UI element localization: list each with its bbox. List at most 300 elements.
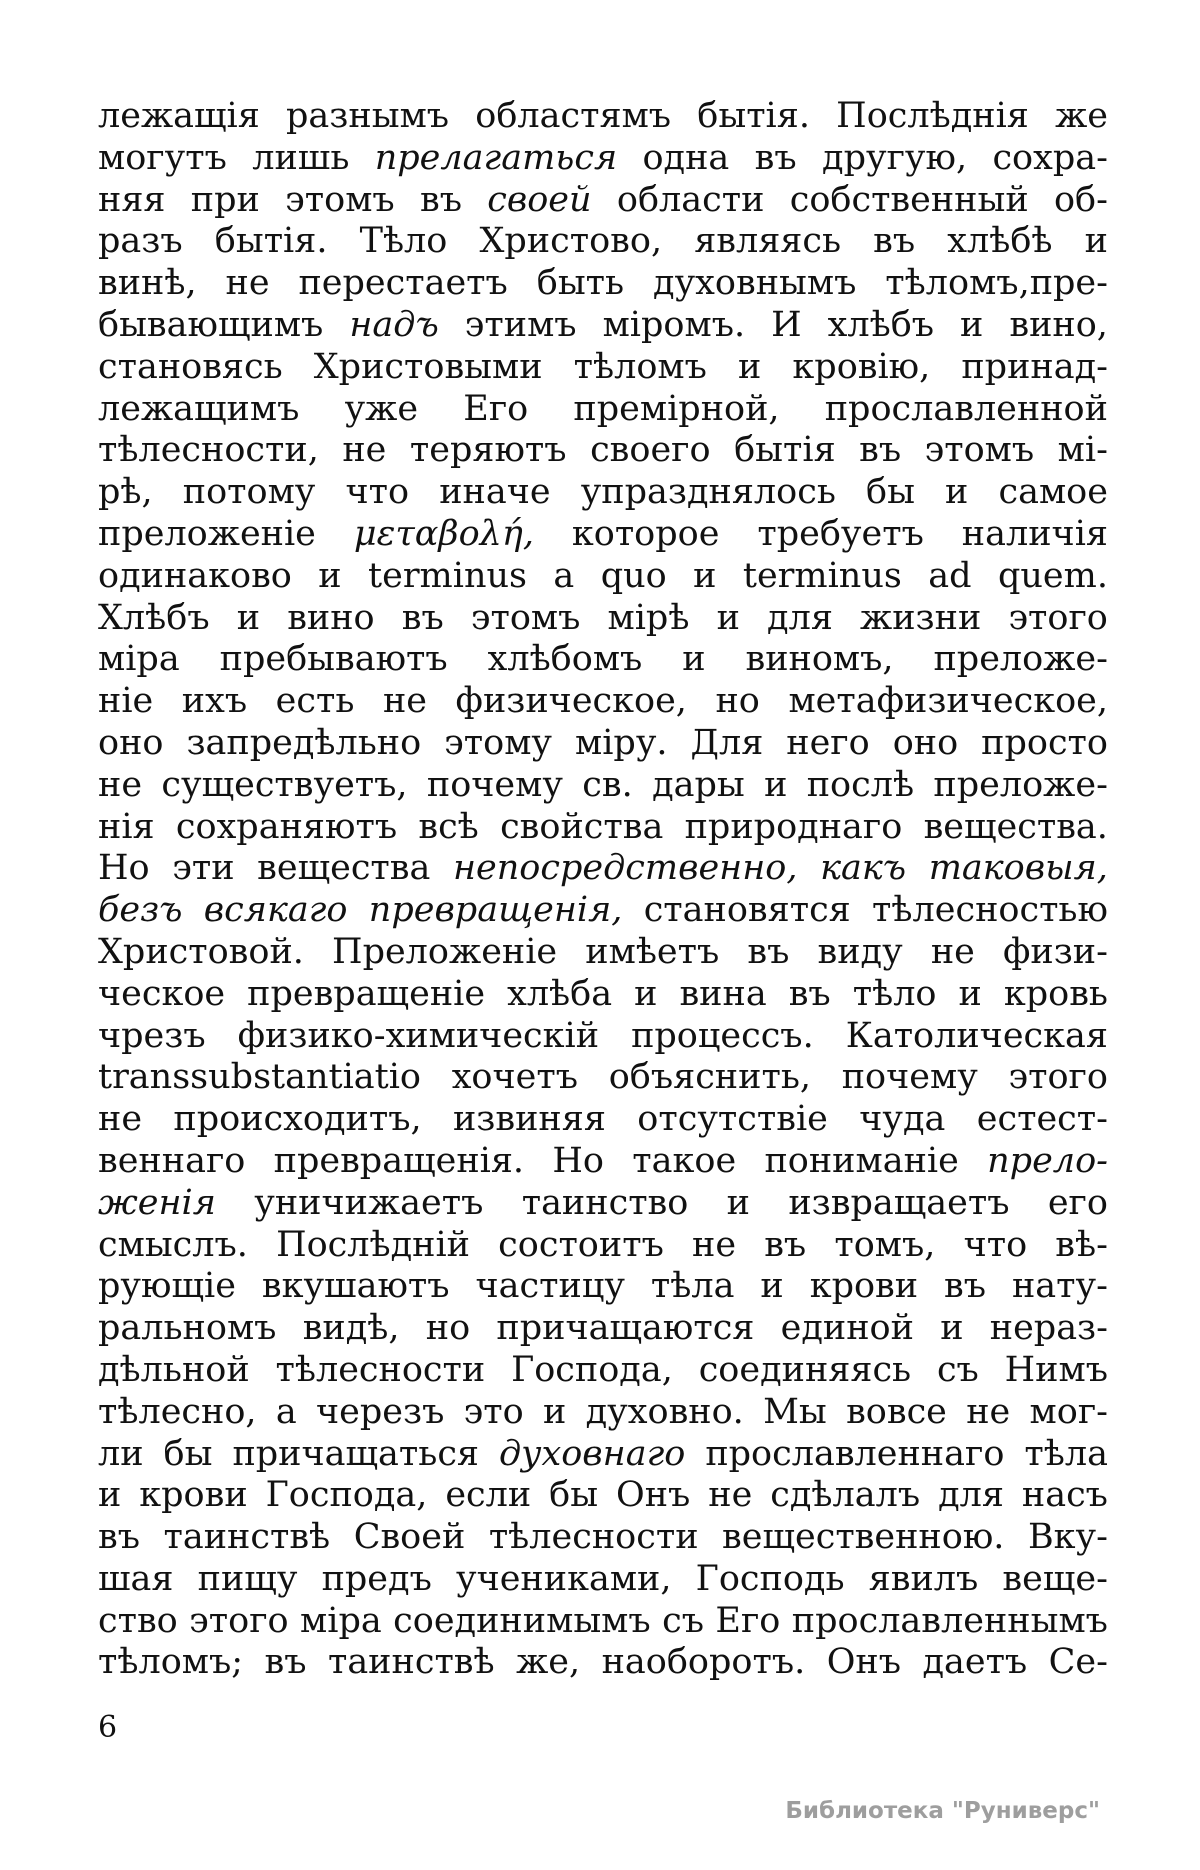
word: бытія. [697, 96, 810, 136]
text-line [98, 681, 1108, 723]
word: Онъ [616, 1475, 691, 1516]
word: дѣльной [98, 1349, 250, 1390]
word: его [1047, 1182, 1108, 1223]
word: таинствѣ [327, 1642, 495, 1683]
word: пищу [197, 1558, 298, 1599]
word: таинствѣ [163, 1517, 331, 1558]
word: и [318, 555, 342, 596]
text-line [98, 1266, 1108, 1308]
text-line [98, 598, 1108, 640]
word: въ [747, 931, 790, 972]
word: и [958, 973, 982, 1014]
word: съ [936, 1349, 979, 1390]
word: и [764, 764, 788, 805]
word: преложеніе [98, 513, 316, 554]
word: насъ [1021, 1475, 1108, 1516]
word: Онъ [826, 1642, 901, 1683]
word: въ [98, 1517, 140, 1558]
word: няя [98, 179, 166, 220]
word: terminus [368, 555, 527, 596]
word: такое [632, 1140, 737, 1181]
word: этомъ [285, 179, 395, 220]
word: Господа, [511, 1349, 673, 1390]
word: въ [264, 1642, 307, 1683]
word: вино [287, 597, 375, 638]
word: объяснить, [608, 1057, 811, 1098]
word: духовнымъ [653, 263, 857, 304]
word: ральномъ [98, 1308, 277, 1349]
word: ли [98, 1433, 144, 1474]
word: крови [809, 1266, 919, 1307]
word: черезъ [316, 1391, 445, 1432]
text-line [98, 1601, 1108, 1643]
word: мог- [1029, 1391, 1108, 1432]
word: шая [98, 1558, 174, 1599]
word: и [1084, 221, 1108, 262]
word: теряютъ [409, 430, 567, 471]
word: бы [866, 472, 915, 513]
word: что [345, 472, 410, 513]
word: процессъ. [631, 1015, 814, 1056]
text-line [98, 765, 1108, 807]
word: terminus [742, 555, 902, 596]
word: причащаются [496, 1308, 755, 1349]
word: не [930, 931, 975, 972]
word: ство [98, 1600, 178, 1641]
word: въ [788, 973, 831, 1014]
word: вещественною. [722, 1517, 1005, 1558]
word: духовно. [585, 1391, 744, 1432]
word: Католическая [845, 1015, 1108, 1056]
word: извращаетъ [788, 1182, 1010, 1223]
italic-word: прело- [987, 1140, 1108, 1181]
word: Се- [1048, 1642, 1108, 1683]
text-line [98, 556, 1108, 598]
word: собственный [789, 179, 1029, 220]
word: которое [571, 513, 720, 554]
word: нія [98, 806, 155, 847]
word: въ [764, 1224, 807, 1265]
word: и [542, 1391, 567, 1432]
word: предъ [321, 1558, 432, 1599]
text-line [98, 1434, 1108, 1476]
word: винѣ, [98, 263, 197, 304]
word: прославленной [824, 388, 1108, 429]
word: а [275, 1391, 297, 1432]
text-line [98, 1308, 1108, 1350]
word: Его [715, 1600, 781, 1641]
italic-word: безъ [98, 890, 183, 931]
text-line [98, 430, 1108, 472]
word: требуетъ [757, 513, 924, 554]
word: явилъ [868, 1558, 979, 1599]
word: разъ [98, 221, 183, 262]
text-line [98, 347, 1108, 389]
word: самое [998, 472, 1108, 513]
word: Господа, [265, 1475, 428, 1516]
word: бывающимъ [98, 304, 324, 345]
word: Мы [763, 1391, 827, 1432]
word: единой [780, 1308, 914, 1349]
word: нату- [1011, 1266, 1108, 1307]
italic-word: женія [98, 1182, 216, 1223]
word: и [693, 555, 717, 596]
italic-word: превращенія, [368, 890, 623, 931]
word: виду [817, 931, 903, 972]
word: таинство [521, 1182, 689, 1223]
word: физическое, [455, 681, 687, 722]
word: тѣлесности [488, 1517, 699, 1558]
word: въ [859, 430, 902, 471]
word: становясь [98, 346, 283, 387]
word: природнаго [684, 806, 903, 847]
text-line [98, 1350, 1108, 1392]
word: пониманіе [764, 1140, 959, 1181]
word: но [425, 1308, 471, 1349]
word: что [963, 1224, 1028, 1265]
word: тѣломъ,пре- [885, 263, 1108, 304]
word: рѣ, [98, 472, 153, 513]
word: послѣ [806, 764, 915, 805]
word: хлѣба [507, 973, 613, 1014]
word: просто [981, 722, 1108, 763]
word: съ [662, 1600, 704, 1641]
word: уже [344, 388, 419, 429]
word: сохра- [992, 137, 1108, 178]
word: хочетъ [451, 1057, 578, 1098]
word: въ [754, 137, 797, 178]
word: частицу [475, 1266, 625, 1307]
word: веннаго [98, 1140, 246, 1181]
word: метафизическое, [788, 681, 1108, 722]
text-line [98, 472, 1108, 514]
word: св. [582, 764, 633, 805]
word: чрезъ [98, 1015, 206, 1056]
word: не [98, 764, 143, 805]
word: оно [98, 722, 164, 763]
word: естест- [976, 1099, 1108, 1140]
word: этому [444, 722, 553, 763]
word: есть [275, 681, 355, 722]
word: него [786, 722, 870, 763]
word: міромъ. [602, 304, 746, 345]
word: въ [401, 597, 444, 638]
word: не [382, 681, 427, 722]
word: упразднялось [580, 472, 836, 513]
text-line [98, 932, 1108, 974]
word: Господь [695, 1558, 845, 1599]
italic-word: непосредственно, [453, 848, 798, 889]
word: разнымъ [286, 96, 450, 136]
word: отсутствіе [637, 1099, 828, 1140]
word: почему [841, 1057, 978, 1098]
word: физико-химическій [237, 1015, 600, 1056]
word: Для [690, 722, 764, 763]
italic-word: духовнаго [498, 1433, 686, 1474]
italic-word: своей [487, 179, 592, 220]
word: Хлѣбъ [98, 597, 210, 638]
word: quo [600, 555, 667, 596]
text-line [98, 639, 1108, 681]
word: и [738, 346, 762, 387]
word: quem. [997, 555, 1108, 596]
word: и [726, 1182, 750, 1223]
word: пребываютъ [219, 639, 448, 680]
word: имѣетъ [585, 931, 720, 972]
word: могутъ [98, 137, 227, 178]
word: если [445, 1475, 532, 1516]
word: этого [1008, 597, 1108, 638]
word: Христовой. [98, 931, 304, 972]
word: тѣла [650, 1266, 735, 1307]
italic-word: μεταβολή, [353, 513, 534, 554]
text-line [98, 389, 1108, 431]
word: вина [679, 973, 767, 1014]
word: области [616, 179, 765, 220]
word: этого [189, 1600, 289, 1641]
word: даетъ [922, 1642, 1028, 1683]
text-line [98, 1016, 1108, 1058]
text-line [98, 890, 1108, 932]
text-line [98, 974, 1108, 1016]
word: Христово, [479, 221, 663, 262]
word: уничижаетъ [254, 1182, 484, 1223]
italic-word: всякаго [203, 890, 348, 931]
word: одинаково [98, 555, 292, 596]
word: это [463, 1391, 524, 1432]
text-line [98, 138, 1108, 180]
word: не [966, 1391, 1011, 1432]
word: въ [419, 179, 462, 220]
word: превращеніе [247, 973, 486, 1014]
word: чуда [859, 1099, 946, 1140]
word: этого [1008, 1057, 1108, 1098]
word: потому [182, 472, 316, 513]
word: тѣлесно, [98, 1391, 257, 1432]
word: бытія [734, 430, 836, 471]
word: жизни [860, 597, 982, 638]
word: Тѣло [359, 221, 448, 262]
word: оно [892, 722, 959, 763]
italic-word: прелагаться [374, 137, 618, 178]
word: вещества [257, 848, 431, 889]
word: лежащія [98, 96, 260, 136]
word: Его [463, 388, 529, 429]
word: для [938, 1475, 1004, 1516]
word: тѣломъ [573, 346, 707, 387]
word: премірной, [573, 388, 780, 429]
word: соединимымъ [393, 1600, 651, 1641]
word: бы [163, 1433, 213, 1474]
word: не [692, 1224, 737, 1265]
word: бы [549, 1475, 599, 1516]
word: ad [928, 555, 972, 596]
word: извиняя [452, 1099, 606, 1140]
italic-word: какъ [820, 848, 907, 889]
word: являясь [694, 221, 842, 262]
text-line [98, 305, 1108, 347]
word: иначе [439, 472, 551, 513]
text-line [98, 1141, 1108, 1183]
word: эти [172, 848, 235, 889]
word: вино, [1009, 304, 1108, 345]
word: и [716, 597, 740, 638]
word: міра [300, 1600, 382, 1641]
word: Послѣднія [836, 96, 1029, 136]
word: тѣлесностью [872, 890, 1108, 931]
word: тѣлесности, [98, 430, 319, 471]
word: почему [426, 764, 563, 805]
word: хлѣбѣ [947, 221, 1053, 262]
word: этимъ [464, 304, 577, 345]
word: Своей [353, 1517, 466, 1558]
word: въ [873, 221, 916, 262]
word: областямъ [475, 96, 672, 136]
word: существуетъ, [161, 764, 408, 805]
text-line [98, 848, 1108, 890]
word: томъ, [834, 1224, 936, 1265]
word: и [236, 597, 261, 638]
word: прославленнымъ [791, 1600, 1108, 1641]
word: для [767, 597, 833, 638]
word: об- [1053, 179, 1108, 220]
word: нераз- [989, 1308, 1108, 1349]
word: своего [590, 430, 711, 471]
word: преложе- [933, 764, 1108, 805]
word: и [98, 1475, 122, 1516]
word: но [715, 681, 760, 722]
italic-word: надъ [349, 304, 439, 345]
word: при [190, 179, 260, 220]
word: Послѣдній [276, 1224, 471, 1265]
word: ческое [98, 973, 226, 1014]
word: происходитъ, [173, 1099, 422, 1140]
word: Но [552, 1140, 604, 1181]
word: и [940, 1308, 964, 1349]
word: крови [139, 1475, 248, 1516]
word: вкушаютъ [261, 1266, 450, 1307]
text-line [98, 1642, 1108, 1684]
word: лишь [252, 137, 350, 178]
word: преложе- [933, 639, 1108, 680]
word: всѣ [418, 806, 479, 847]
text-line [98, 1099, 1108, 1141]
word: сохраняютъ [175, 806, 398, 847]
word: наличія [961, 513, 1108, 554]
text-line [98, 1225, 1108, 1267]
text-line [98, 1183, 1108, 1225]
word: учениками, [455, 1558, 672, 1599]
text-line [98, 1475, 1108, 1517]
word: этомъ [470, 597, 581, 638]
word: физи- [1003, 931, 1108, 972]
word: и [634, 973, 658, 1014]
word: вещества. [923, 806, 1108, 847]
word: видѣ, [302, 1308, 400, 1349]
text-line [98, 1392, 1108, 1434]
word: веще- [1002, 1558, 1108, 1599]
word: принад- [961, 346, 1108, 387]
word: другую, [822, 137, 968, 178]
word: одна [642, 137, 730, 178]
word: кровію, [792, 346, 931, 387]
word: свойства [500, 806, 664, 847]
word: наоборотъ. [601, 1642, 806, 1683]
text-line [98, 221, 1108, 263]
text-line [98, 263, 1108, 305]
word: и [760, 1266, 784, 1307]
word: не [708, 1475, 753, 1516]
text-line [98, 514, 1108, 556]
word: міра [98, 639, 180, 680]
word: тѣлесности [275, 1349, 486, 1390]
word: Преложеніе [332, 931, 558, 972]
word: лежащимъ [98, 388, 300, 429]
word: причащаться [232, 1433, 480, 1474]
word: тѣломъ; [98, 1642, 244, 1683]
word: не [342, 430, 387, 471]
word: хлѣбъ [827, 304, 935, 345]
word: вовсе [846, 1391, 947, 1432]
body-text [98, 96, 1108, 1684]
word: Христовыми [313, 346, 543, 387]
word: a [553, 555, 575, 596]
word: соединяясь [698, 1349, 912, 1390]
word: запредѣльно [186, 722, 422, 763]
italic-word: таковыя, [928, 848, 1108, 889]
word: Нимъ [1004, 1349, 1108, 1390]
word: transsubstantiatio [98, 1057, 421, 1098]
word: кровь [1003, 973, 1108, 1014]
text-line [98, 1517, 1108, 1559]
word: превращенія. [273, 1140, 525, 1181]
word: быть [536, 263, 625, 304]
word: тѣла [1024, 1433, 1108, 1474]
page-number: 6 [98, 1710, 118, 1745]
word: становятся [643, 890, 851, 931]
word: перестаетъ [298, 263, 508, 304]
word: и [682, 639, 706, 680]
word: состоитъ [498, 1224, 664, 1265]
word: рующіе [98, 1266, 236, 1307]
word: же, [516, 1642, 581, 1683]
word: въ [944, 1266, 987, 1307]
word: ихъ [181, 681, 248, 722]
word: И [771, 304, 802, 345]
text-line [98, 1057, 1108, 1099]
word: міру. [575, 722, 668, 763]
word: мі- [1057, 430, 1108, 471]
word: виномъ, [745, 639, 894, 680]
word: бытія. [214, 221, 328, 262]
text-line [98, 180, 1108, 222]
word: дары [652, 764, 745, 805]
word: прославленнаго [705, 1433, 1005, 1474]
word: тѣло [852, 973, 937, 1014]
word: вѣ- [1055, 1224, 1108, 1265]
word: Вку- [1027, 1517, 1108, 1558]
text-line [98, 96, 1108, 138]
word: же [1055, 96, 1108, 136]
text-line [98, 723, 1108, 765]
word: хлѣбомъ [487, 639, 643, 680]
text-line [98, 807, 1108, 849]
word: и [945, 472, 969, 513]
word: этомъ [924, 430, 1035, 471]
word: не [225, 263, 270, 304]
text-line [98, 1559, 1108, 1601]
word: и [960, 304, 984, 345]
